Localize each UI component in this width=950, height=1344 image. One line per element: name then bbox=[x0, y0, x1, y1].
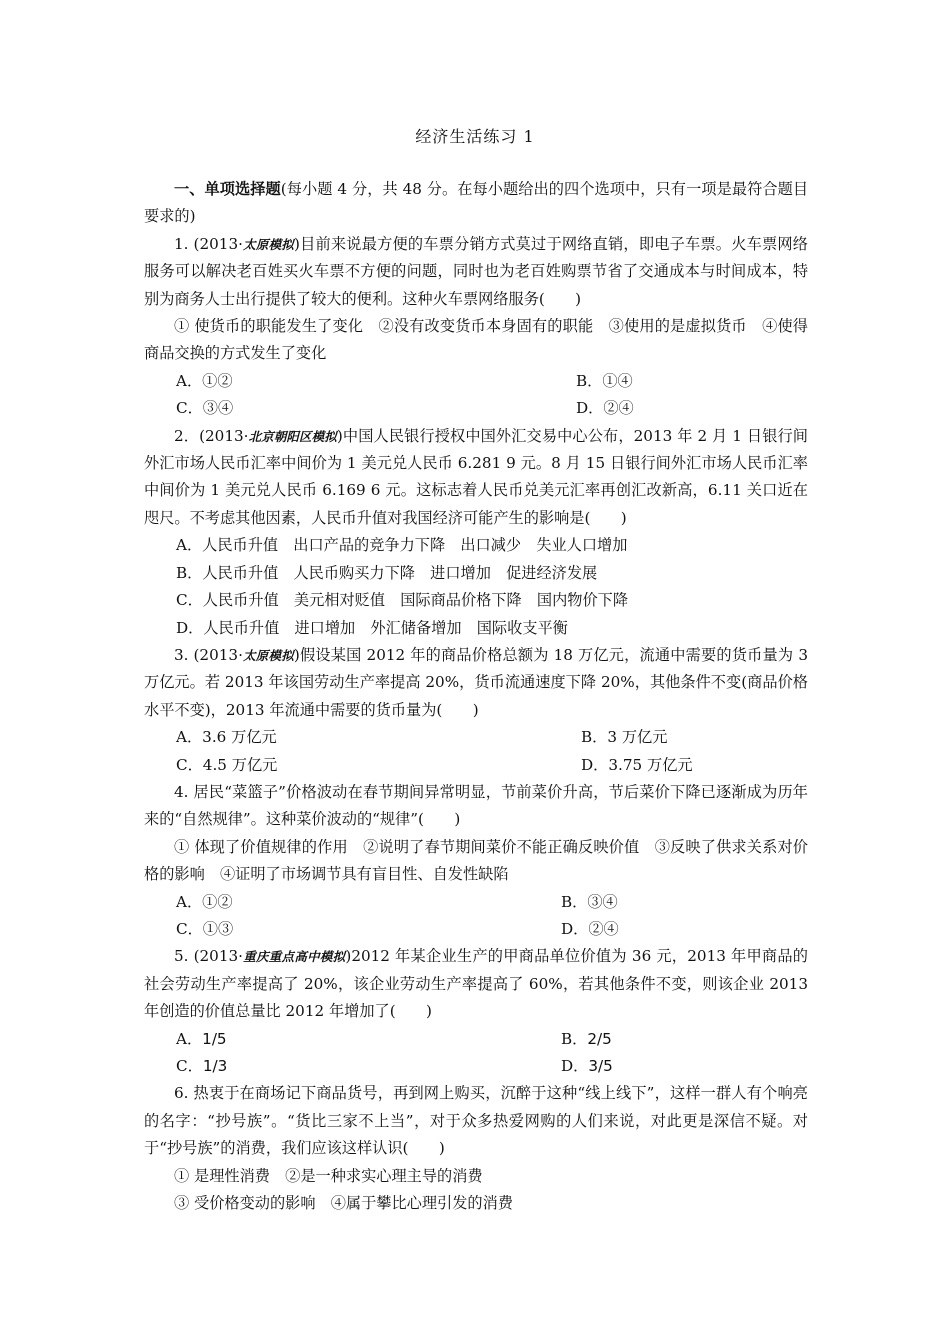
question-5-stem bbox=[144, 943, 808, 1025]
question-4-items: ① 体现了价值规律的作用 ②说明了春节期间菜价不能正确反映价值 ③反映了供求关系对价格的影响 ④证明了市场调节具有盲目性、自发性缺陷 bbox=[144, 837, 808, 884]
option-c[interactable]: C．4.5 万亿元 bbox=[176, 755, 278, 774]
option-b[interactable]: B．人民币升值 人民币购买力下降 进口增加 促进经济发展 bbox=[176, 563, 598, 582]
option-d[interactable]: D．3/5 bbox=[561, 1057, 613, 1075]
document-body bbox=[144, 176, 808, 1217]
option-a[interactable]: A．①② bbox=[176, 892, 233, 911]
option-b[interactable]: B．2/5 bbox=[561, 1029, 612, 1048]
question-number: 1. (2013· bbox=[174, 234, 243, 253]
question-4-options-row-1 bbox=[144, 889, 808, 916]
question-text: )中国人民银行授权中国外汇交易中心公布，2013 年 2 月 1 日银行间外汇市场人民币汇率中间价为 1 美元兑人民币 6.281 9 元。8 月 15 日银行间外汇市场人民币汇率中间价为 1 美元兑人民币 6.169 6 元。这标志着人民币兑美元汇率再创汇改新高，6.11 关口近在咫尺。不考虑其他因素，人民币升值对我国经济可能产生的影响是( ) bbox=[144, 426, 808, 527]
option-c[interactable]: C．人民币升值 美元相对贬值 国际商品价格下降 国内物价下降 bbox=[176, 591, 629, 610]
option-b[interactable]: B．3 万亿元 bbox=[581, 728, 668, 747]
option-a[interactable]: A．①② bbox=[176, 371, 233, 390]
question-6-item-line-2: ③ 受价格变动的影响 ④属于攀比心理引发的消费 bbox=[174, 1194, 513, 1213]
question-1-items: ① 使货币的职能发生了变化 ②没有改变货币本身固有的职能 ③使用的是虚拟货币 ④使得商品交换的方式发生了变化 bbox=[144, 317, 808, 363]
question-1-stem bbox=[144, 231, 808, 313]
option-b[interactable]: B．①④ bbox=[576, 371, 633, 390]
question-text: )假设某国 2012 年的商品价格总额为 18 万亿元，流通中需要的货币量为 3 万亿元。若 2013 年该国劳动生产率提高 20%，货币流通速度下降 20%，其他条件不变(商品价格水平不变)，2013 年流通中需要的货币量为( ) bbox=[144, 645, 808, 719]
section-heading: 一、单项选择题 bbox=[174, 180, 281, 198]
question-number: 5. (2013· bbox=[174, 947, 243, 966]
option-d[interactable]: D．3.75 万亿元 bbox=[581, 755, 693, 774]
option-d[interactable]: D．②④ bbox=[561, 919, 619, 938]
section-note: (每小题 4 分，共 48 分。在每小题给出的四个选项中，只有一项是最符合题目要求的) bbox=[144, 180, 809, 226]
question-5-options-row-2 bbox=[144, 1053, 808, 1080]
option-c[interactable]: C．1/3 bbox=[176, 1057, 228, 1075]
question-text: )2012 年某企业生产的甲商品单位价值为 36 元，2013 年甲商品的社会劳动生产率提高了 20%，该企业劳动生产率提高了 60%，若其他条件不变，则该企业 2013 年创造的价值总量比 2012 年增加了( ) bbox=[144, 947, 808, 1021]
question-3-stem bbox=[144, 642, 808, 724]
option-b[interactable]: B．③④ bbox=[561, 892, 618, 911]
option-a[interactable]: A．人民币升值 出口产品的竞争力下降 出口减少 失业人口增加 bbox=[176, 536, 628, 555]
question-5-options-row-1 bbox=[144, 1026, 808, 1053]
question-number: 2．(2013· bbox=[174, 426, 249, 445]
question-1-options-row-1 bbox=[144, 368, 808, 395]
question-2-stem bbox=[144, 423, 808, 533]
source-tag: 太原模拟 bbox=[242, 647, 294, 663]
source-tag: 北京朝阳区模拟 bbox=[248, 428, 337, 444]
question-1-options-row-2 bbox=[144, 395, 808, 422]
question-4-options-row-2 bbox=[144, 916, 808, 943]
question-number: 3. (2013· bbox=[174, 645, 243, 664]
question-6-item-line-1: ① 是理性消费 ②是一种求实心理主导的消费 bbox=[174, 1166, 483, 1185]
source-tag: 重庆重点高中模拟 bbox=[243, 949, 346, 965]
section-intro bbox=[144, 176, 808, 231]
question-4-stem: 4. 居民“菜篮子”价格波动在春节期间异常明显，节前菜价升高，节后菜价下降已逐渐成为历年来的“自然规律”。这种菜价波动的“规律”( ) bbox=[144, 782, 808, 829]
question-text: )目前来说最方便的车票分销方式莫过于网络直销，即电子车票。火车票网络服务可以解决老百姓买火车票不方便的问题，同时也为老百姓购票节省了交通成本与时间成本，特别为商务人士出行提供了较大的便利。这种火车票网络服务( ) bbox=[144, 234, 808, 308]
option-a[interactable]: A．3.6 万亿元 bbox=[176, 728, 277, 747]
option-a[interactable]: A．1/5 bbox=[176, 1029, 227, 1048]
page-title: 经济生活练习 1 bbox=[415, 127, 535, 146]
question-3-options-row-2 bbox=[144, 752, 808, 779]
option-d[interactable]: D．人民币升值 进口增加 外汇储备增加 国际收支平衡 bbox=[176, 618, 568, 637]
source-tag: 太原模拟 bbox=[242, 236, 294, 252]
option-c[interactable]: C．③④ bbox=[176, 399, 234, 418]
option-d[interactable]: D．②④ bbox=[576, 399, 634, 418]
question-6-stem: 6. 热衷于在商场记下商品货号，再到网上购买，沉醉于这种“线上线下”，这样一群人有个响亮的名字：“抄号族”。“货比三家不上当”，对于众多热爱网购的人们来说，对此更是深信不疑。对于“抄号族”的消费，我们应该这样认识( ) bbox=[144, 1084, 808, 1158]
option-c[interactable]: C．①③ bbox=[176, 919, 234, 938]
question-3-options-row-1 bbox=[144, 724, 808, 751]
